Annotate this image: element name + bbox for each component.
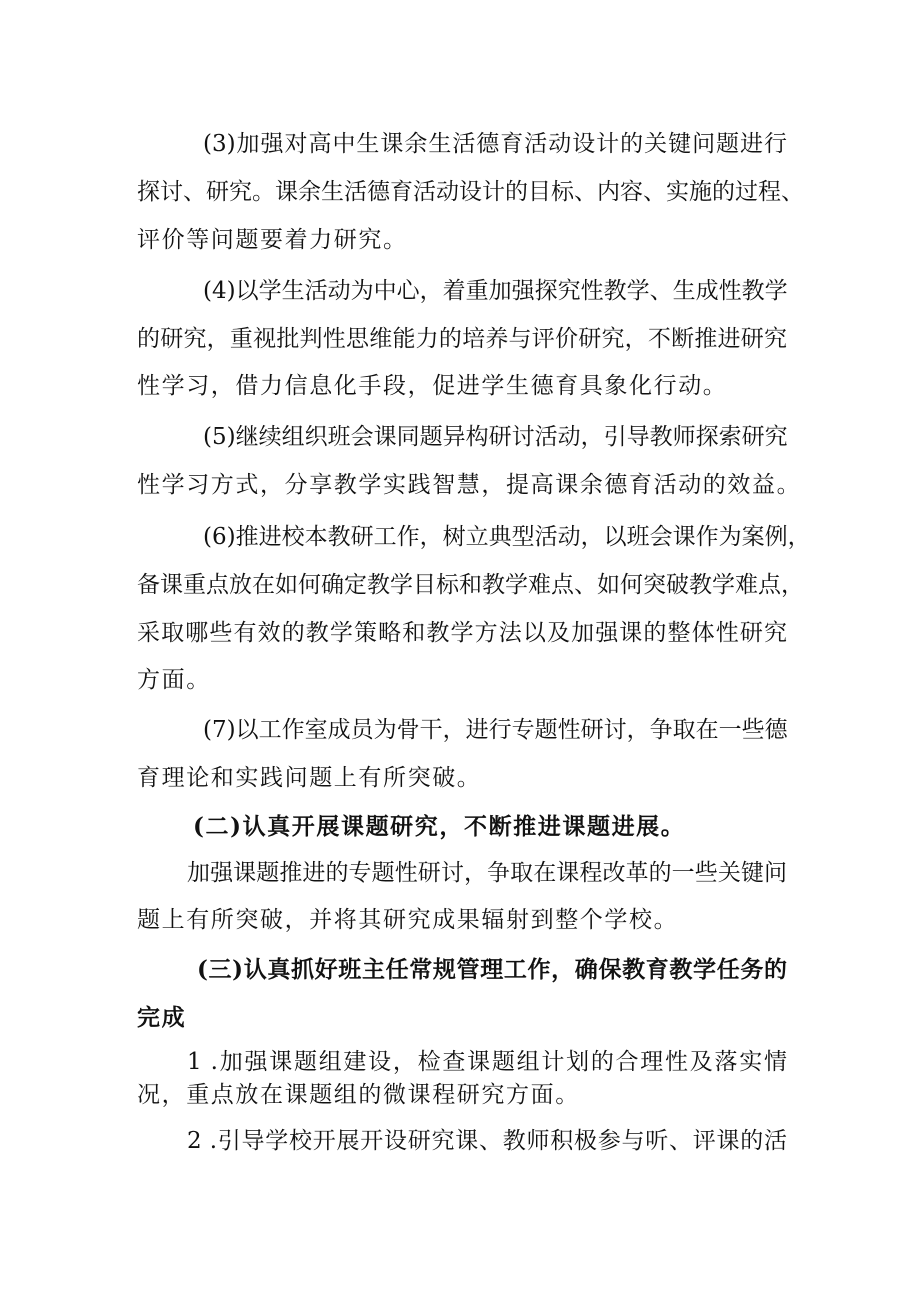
section-heading-2: (二)认真开展课题研究，不断推进课题进展。 <box>193 813 686 840</box>
paragraph-5-line-2: 性学习方式，分享教学实践智慧，提高课余德育活动的效益。 <box>137 472 802 498</box>
section-heading-3-line-1: (三)认真抓好班主任常规管理工作，确保教育教学任务的 <box>197 956 787 983</box>
paragraph-3-line-2: 探讨、研究。课余生活德育活动设计的目标、内容、实施的过程、 <box>137 179 804 205</box>
paragraph-8-line-2: 题上有所突破，并将其研究成果辐射到整个学校。 <box>137 907 679 933</box>
paragraph-4-line-3: 性学习，借力信息化手段，促进学生德育具象化行动。 <box>137 373 728 399</box>
paragraph-6-line-4: 方面。 <box>137 667 211 693</box>
list-item-1-line-1: 1 .加强课题组建设，检查课题组计划的合理性及落实情 <box>187 1049 787 1075</box>
paragraph-5-line-1: (5)继续组织班会课同题异构研讨活动，引导教师探索研究 <box>203 424 788 450</box>
paragraph-7-line-2: 育理论和实践问题上有所突破。 <box>137 765 482 791</box>
paragraph-8-line-1: 加强课题推进的专题性研讨，争取在课程改革的一些关键问 <box>187 860 787 886</box>
paragraph-6-line-2: 备课重点放在如何确定教学目标和教学难点、如何突破教学难点， <box>137 572 804 598</box>
paragraph-6-line-1: (6)推进校本教研工作，树立典型活动，以班会课作为案例， <box>203 524 811 550</box>
list-item-2-line-1: 2 .引导学校开展开设研究课、教师积极参与听、评课的活 <box>187 1128 787 1154</box>
paragraph-6-line-3: 采取哪些有效的教学策略和教学方法以及加强课的整体性研究 <box>137 620 787 646</box>
section-heading-3-line-2: 完成 <box>137 1004 187 1031</box>
paragraph-3-line-3: 评价等问题要着力研究。 <box>137 227 408 253</box>
paragraph-4-line-2: 的研究，重视批判性思维能力的培养与评价研究，不断推进研究 <box>137 326 787 352</box>
paragraph-3-line-1: (3)加强对高中生课余生活德育活动设计的关键问题进行 <box>203 131 787 157</box>
paragraph-4-line-1: (4)以学生活动为中心，着重加强探究性教学、生成性教学 <box>203 278 788 304</box>
paragraph-7-line-1: (7)以工作室成员为骨干，进行专题性研讨，争取在一些德 <box>203 717 788 743</box>
list-item-1-line-2: 况，重点放在课题组的微课程研究方面。 <box>137 1082 580 1108</box>
